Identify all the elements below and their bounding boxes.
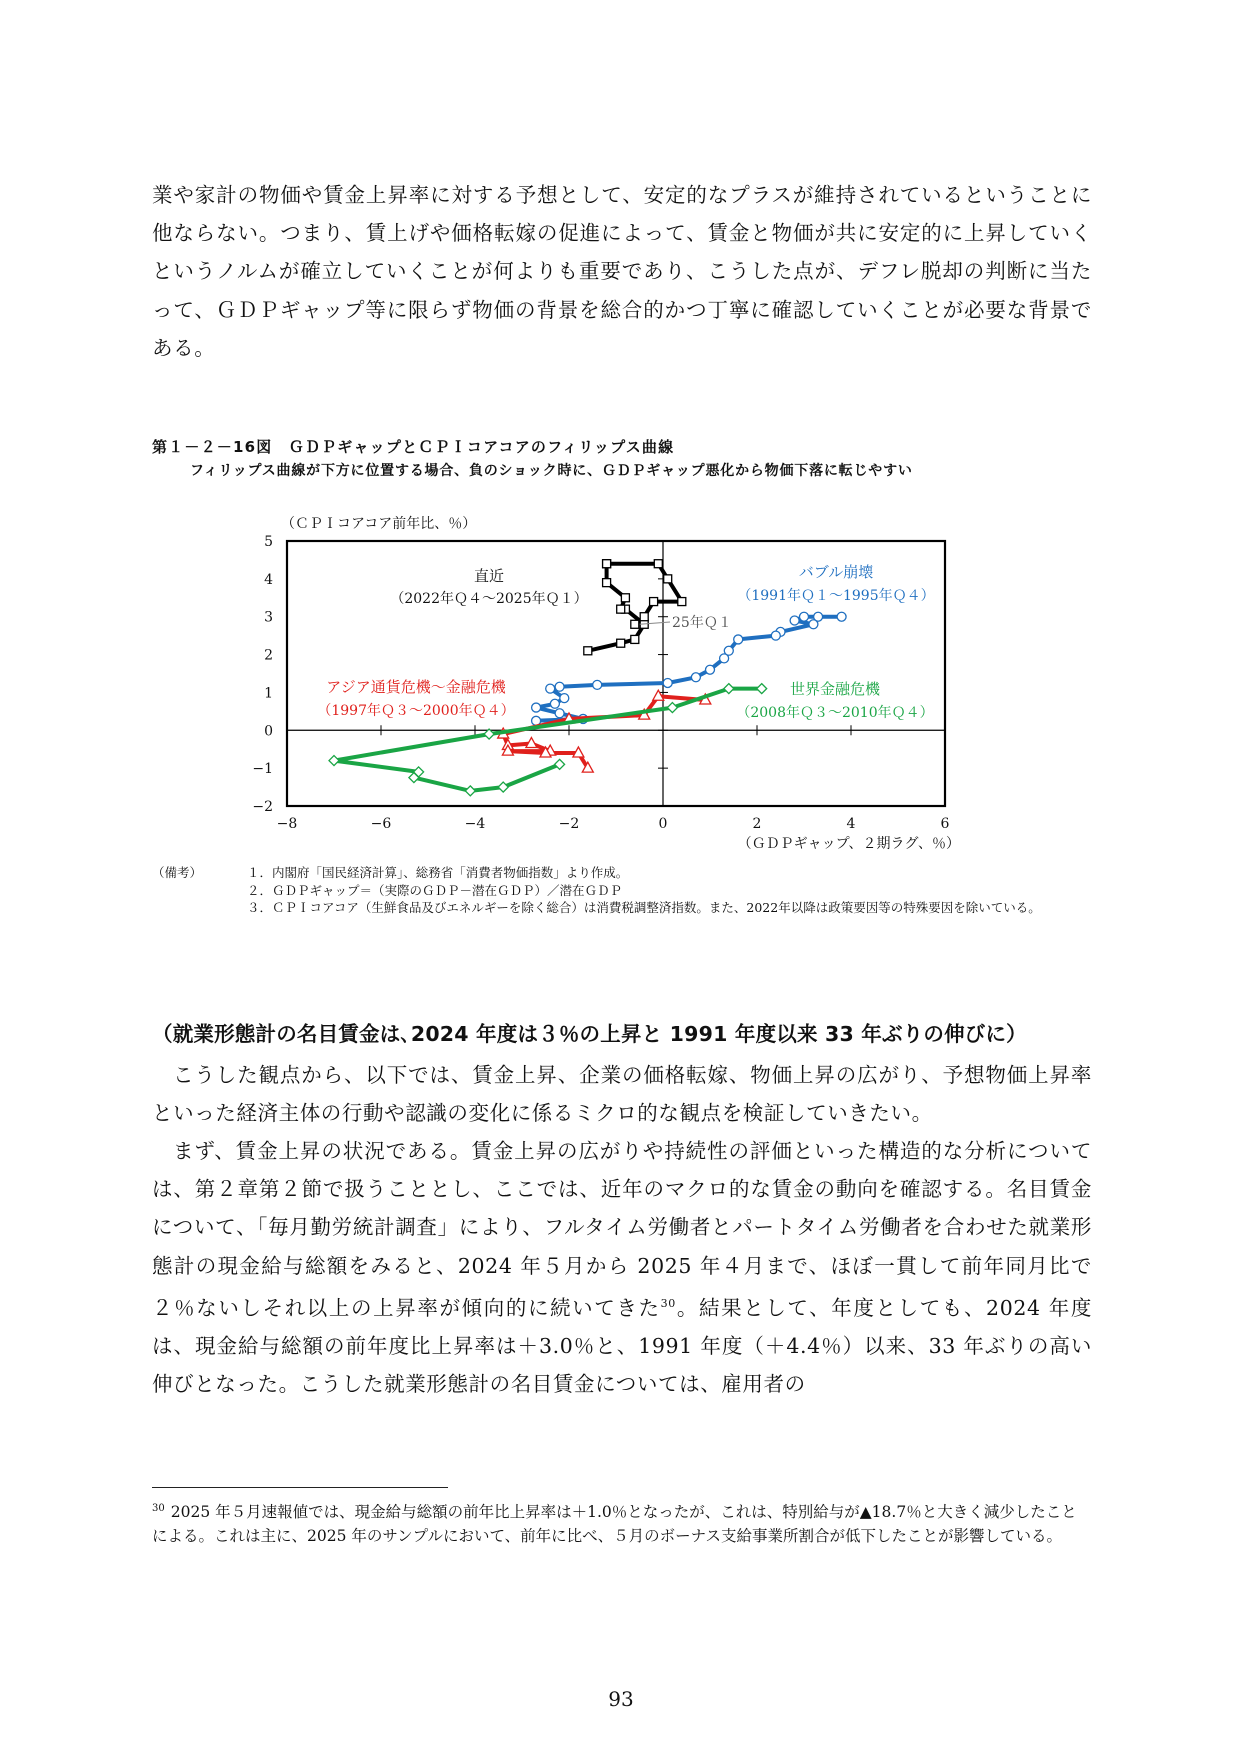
note-text: ＣＰＩコアコア（生鮮食品及びエネルギーを除く総合）は消費税調整済指数。また、2022年以降は政策要因等の特殊要因を除いている。 [272, 900, 1041, 915]
series-label-gfc: 世界金融危機 [789, 680, 881, 698]
data-point [678, 598, 686, 606]
figure-title: 第１－２－16図 ＧＤＰギャップとＣＰＩコアコアのフィリップス曲線 [152, 438, 675, 456]
footnote-divider [152, 1487, 448, 1488]
data-point [593, 680, 602, 689]
data-point [790, 616, 799, 625]
note-text: 内閣府「国民経済計算」、総務省「消費者物価指数」より作成。 [272, 865, 629, 880]
data-point [555, 682, 564, 691]
data-point [706, 665, 715, 674]
data-point [654, 560, 662, 568]
series-label-asia: アジア通貨危機～金融危機 [326, 678, 506, 696]
figure-notes [152, 864, 1072, 917]
data-point [584, 647, 592, 655]
note-number: １． [247, 865, 273, 880]
data-point [691, 673, 700, 682]
series-period-bubble: （1991年Ｑ１～1995年Ｑ４） [737, 588, 935, 604]
page-number: 93 [608, 1687, 634, 1711]
annotation-25q1: 25年Ｑ１ [672, 615, 732, 631]
note-number: ２． [247, 882, 273, 898]
data-point [329, 756, 339, 766]
x-tick-label: −6 [370, 816, 392, 832]
data-point [720, 654, 729, 663]
intro-paragraph: 業や家計の物価や賃金上昇率に対する予想として、安定的なプラスが維持されているということに他ならない。つまり、賃上げや価格転嫁の促進によって、賃金と物価が共に安定的に上昇していくというノルムが確立していくことが何よりも重要であり、こうした点が、デフレ脱却の判断に当たって、ＧＤＰギャップ等に限らず物価の背景を総合的かつ丁寧に確認していくことが必要な背景である。 [152, 183, 1092, 360]
data-point [809, 620, 818, 629]
x-tick-label: 2 [752, 816, 762, 832]
footnote-reference[interactable]: 30 [660, 1296, 676, 1310]
y-tick-label: 2 [264, 647, 273, 664]
series-period-asia: （1997年Ｑ３～2000年Ｑ４） [317, 703, 515, 719]
data-point [560, 694, 569, 703]
y-tick-label: 1 [264, 685, 273, 702]
data-point [771, 631, 780, 640]
data-point [664, 575, 672, 583]
data-point [465, 786, 475, 796]
data-point [650, 598, 658, 606]
x-tick-label: 6 [940, 816, 950, 832]
body-text-tail: 。結果として、年度としても、2024 年度は、現金給与総額の前年度比上昇率は＋3.0％と、1991 年度（＋4.4％）以来、33 年ぶりの高い伸びとなった。こうした就業形態計の名目賃金については、雇用者の [152, 1295, 1092, 1397]
series-label-bubble: バブル崩壊 [798, 563, 874, 581]
x-tick-label: 4 [846, 816, 856, 832]
series-label-recent: 直近 [473, 567, 505, 585]
data-point [734, 635, 743, 644]
data-point [546, 684, 555, 693]
data-point [757, 684, 767, 694]
body-text: こうした観点から、以下では、賃金上昇、企業の価格転嫁、物価上昇の広がり、予想物価上昇率といった経済主体の行動や認識の変化に係るミクロ的な観点を検証していきたい。 [152, 1063, 1092, 1126]
y-tick-label: 5 [264, 534, 273, 550]
note-text: ＧＤＰギャップ＝（実際のＧＤＰ－潜在ＧＤＰ）／潜在ＧＤＰ [272, 882, 623, 898]
data-point [603, 560, 611, 568]
data-point [837, 612, 846, 621]
data-point [800, 612, 809, 621]
series-triangle [498, 690, 711, 772]
data-point [631, 635, 639, 643]
data-point [621, 594, 629, 602]
note-number: ３． [247, 900, 273, 915]
x-tick-label: 0 [658, 816, 668, 832]
section-heading: （就業形態計の名目賃金は､2024 年度は３％の上昇と 1991 年度以来 33 年ぶりの伸びに） [152, 1022, 1027, 1046]
y-tick-label: 0 [264, 723, 273, 740]
series-period-recent: （2022年Ｑ４～2025年Ｑ１） [390, 591, 588, 607]
y-tick-label: −1 [252, 761, 273, 778]
footnote-text: 2025 年５月速報値では、現金給与総額の前年比上昇率は＋1.0％となったが、これは、特別給与が▲18.7％と大きく減少したことによる。これは主に、2025 年のサンプルにおいて、前年に比べ、５月のボーナス支給事業所割合が低下したことが影響している。 [152, 1503, 1077, 1545]
footnote [152, 1497, 1092, 1548]
note-item [152, 899, 1072, 917]
x-tick-label: −8 [276, 816, 298, 832]
data-point [617, 639, 625, 647]
data-point [631, 620, 639, 628]
data-point [663, 678, 672, 687]
data-point [550, 699, 559, 708]
body-text: まず、賃金上昇の状況である。賃金上昇の広がりや持続性の評価といった構造的な分析については、第２章第２節で扱うこととし、ここでは、近年のマクロ的な賃金の動向を確認する。名目賃金について、「毎月勤労統計調査」により、フルタイム労働者とパートタイム労働者を合わせた就業形態計の現金給与総額をみると、2024 年５月から 2025 年４月まで、ほぼ一貫して前年同月比で２％ないしそれ以上の上昇率が傾向的に続いてきた [152, 1139, 1092, 1320]
data-point [532, 703, 541, 712]
notes-lead: （備考） [152, 865, 203, 880]
footnote-number: 30 [152, 1503, 165, 1514]
body-paragraph-1 [152, 1056, 1092, 1132]
x-axis-label: （ＧＤＰギャップ、２期ラグ、％） [737, 836, 960, 852]
data-point [724, 684, 734, 694]
x-tick-label: −2 [558, 816, 580, 832]
data-point [667, 703, 677, 713]
body-paragraph-2 [152, 1132, 1092, 1403]
note-item [152, 882, 1072, 900]
y-tick-label: 3 [264, 609, 273, 626]
note-item [152, 864, 1072, 882]
series-square [584, 560, 686, 655]
series-period-gfc: （2008年Ｑ３～2010年Ｑ４） [736, 705, 934, 721]
y-tick-label: 4 [264, 571, 273, 588]
figure-subtitle: フィリップス曲線が下方に位置する場合、負のショック時に、ＧＤＰギャップ悪化から物価下落に転じやすい [190, 463, 913, 479]
data-point [640, 613, 648, 621]
data-point [555, 709, 564, 718]
y-axis-label: （ＣＰＩコアコア前年比、％） [281, 516, 477, 532]
data-point [617, 605, 625, 613]
x-tick-label: −4 [464, 816, 486, 832]
y-tick-label: −2 [252, 799, 273, 815]
data-point [603, 579, 611, 587]
